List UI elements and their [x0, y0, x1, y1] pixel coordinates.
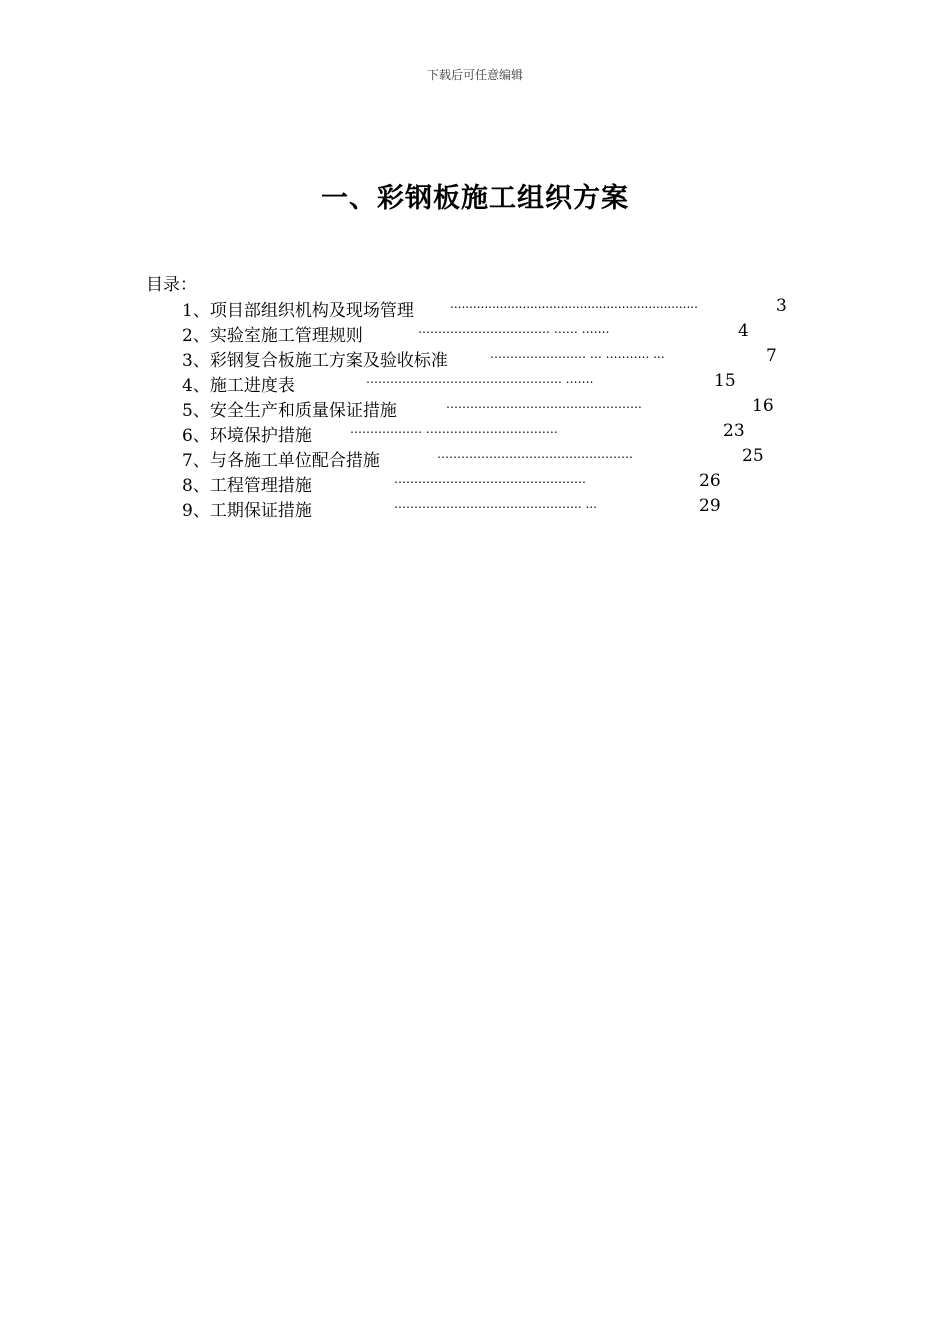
- page-header-note: 下载后可任意编辑: [426, 68, 523, 82]
- toc-entry-leader: …………………………………………: [394, 472, 586, 486]
- toc-entry-leader: …………………… … ……….. ...: [490, 347, 665, 361]
- toc-entry-title: 6、环境保护措施: [182, 426, 312, 446]
- toc-entry-leader: ………………………………………….: [437, 447, 633, 461]
- toc-entry-page: 7: [766, 346, 777, 366]
- toc-entry-title: 5、安全生产和质量保证措施: [182, 401, 397, 421]
- toc-entry-title: 9、工期保证措施: [182, 501, 312, 521]
- toc-entry-page: 26: [699, 471, 721, 491]
- toc-entry-title: 3、彩钢复合板施工方案及验收标准: [182, 351, 448, 371]
- toc-entry-title: 7、与各施工单位配合措施: [182, 451, 380, 471]
- toc-heading: 目录：: [146, 275, 197, 295]
- toc-entry-page: 15: [714, 371, 736, 391]
- toc-entry-leader: ……………………………………….. ...: [394, 497, 597, 511]
- toc-entry-page: 16: [752, 396, 774, 416]
- toc-entry-leader: .................................................................: [450, 297, 698, 311]
- toc-entry-page: 3: [776, 296, 787, 316]
- toc-entry-page: 23: [723, 421, 745, 441]
- toc-entry-leader: ……………… ……………………………: [350, 422, 558, 436]
- document-title: 一、彩钢板施工组织方案: [321, 183, 629, 214]
- toc-entry-page: 4: [738, 321, 749, 341]
- toc-entry-page: 25: [742, 446, 764, 466]
- toc-entry-page: 29: [699, 496, 721, 516]
- toc-entry-leader: ………………………………………….: [446, 397, 642, 411]
- toc-entry-leader: …………………………………………. …….: [366, 372, 594, 386]
- toc-entry-title: 4、施工进度表: [182, 376, 295, 396]
- toc-entry-title: 1、项目部组织机构及现场管理: [182, 301, 414, 321]
- toc-entry-title: 8、工程管理措施: [182, 476, 312, 496]
- toc-entry-leader: …………………………… …… …….: [418, 322, 610, 336]
- toc-entry-title: 2、实验室施工管理规则: [182, 326, 363, 346]
